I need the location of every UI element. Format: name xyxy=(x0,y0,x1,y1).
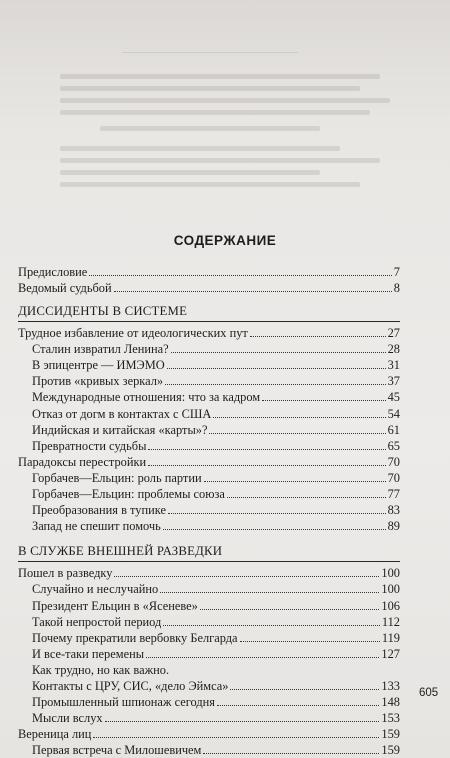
entry-title: Почему прекратили вербовку Белгарда xyxy=(32,630,238,645)
entry-title: Запад не спешит помочь xyxy=(32,519,161,534)
entry-title: И все-таки перемены xyxy=(32,646,145,661)
entry-title: Вереница лиц xyxy=(18,727,92,742)
entry-title: Как трудно, но как важно. xyxy=(32,662,170,677)
dot-leader xyxy=(163,624,380,626)
page-number: 605 xyxy=(419,687,439,699)
toc-subentry xyxy=(32,694,400,710)
dot-leader xyxy=(204,480,386,482)
entry-title: Парадоксы перестройки xyxy=(18,454,147,469)
entry-title: Против «кривых зеркал» xyxy=(32,374,164,389)
entry-title: Горбачев—Ельцин: роль партии xyxy=(32,470,202,485)
entry-page-number: 28 xyxy=(387,342,400,357)
toc-subentry xyxy=(32,357,400,373)
toc-subentry xyxy=(32,678,400,694)
dot-leader xyxy=(148,448,385,450)
entry-page-number: 112 xyxy=(381,614,400,629)
toc-subentry xyxy=(32,486,400,502)
dot-leader xyxy=(200,608,380,610)
entry-title: Мысли вслух xyxy=(32,711,103,726)
entry-page-number: 70 xyxy=(387,454,400,469)
entry-page-number: 65 xyxy=(387,438,400,453)
dot-leader xyxy=(209,432,385,434)
entry-title: Президент Ельцин в «Ясеневе» xyxy=(32,598,198,613)
section-heading: В СЛУЖБЕ ВНЕШНЕЙ РАЗВЕДКИ xyxy=(18,544,223,559)
toc-subentry xyxy=(32,373,400,389)
entry-page-number: 8 xyxy=(393,281,400,296)
contents-title: СОДЕРЖАНИЕ xyxy=(173,233,277,248)
entry-page-number: 133 xyxy=(381,679,400,693)
entry-title: Контакты с ЦРУ, СИС, «дело Эймса» xyxy=(32,679,229,693)
dot-leader xyxy=(105,720,380,722)
entry-title: Предисловие xyxy=(18,265,88,279)
toc-entry xyxy=(18,264,400,280)
dot-leader xyxy=(230,688,379,690)
toc-entry xyxy=(18,565,400,581)
dot-leader xyxy=(114,290,392,292)
dot-leader xyxy=(114,575,379,577)
dot-leader xyxy=(89,274,392,276)
dot-leader xyxy=(250,335,386,337)
toc-subentry xyxy=(32,406,400,422)
dot-leader xyxy=(203,752,379,754)
entry-page-number: 106 xyxy=(381,598,400,613)
entry-page-number: 37 xyxy=(387,374,400,389)
toc-subentry xyxy=(32,598,400,614)
toc-subentry xyxy=(32,502,400,518)
entry-title: Промышленный шпионаж сегодня xyxy=(32,695,215,710)
entry-page-number: 119 xyxy=(381,630,400,645)
entry-page-number: 45 xyxy=(387,390,400,405)
toc-subentry xyxy=(32,518,400,534)
entry-page-number: 100 xyxy=(381,582,400,597)
entry-title: Индийская и китайская «карты»? xyxy=(32,422,208,437)
toc-subentry xyxy=(32,389,400,405)
entry-title: Горбачев—Ельцин: проблемы союза xyxy=(32,487,225,501)
entry-title: Международные отношения: что за кадром xyxy=(32,390,261,405)
entry-page-number: 70 xyxy=(387,470,400,485)
toc-subentry xyxy=(32,422,400,438)
entry-title: Отказ от догм в контактах с США xyxy=(32,406,212,421)
entry-title: Преобразования в тупике xyxy=(32,503,166,518)
section-rule xyxy=(18,321,400,322)
toc-subentry xyxy=(32,662,400,678)
bleed-through-text xyxy=(0,0,450,200)
entry-title: Превратности судьбы xyxy=(32,438,147,453)
toc-subentry xyxy=(32,646,400,662)
entry-page-number: 100 xyxy=(381,566,400,581)
entry-title: Пошел в разведку xyxy=(18,566,113,581)
toc-subentry xyxy=(32,710,400,726)
entry-title: Сталин извратил Ленина? xyxy=(32,342,169,357)
toc-subentry xyxy=(32,614,400,630)
toc-subentry xyxy=(32,470,400,486)
toc-subentry xyxy=(32,742,400,758)
entry-page-number: 61 xyxy=(387,422,400,437)
dot-leader xyxy=(160,591,379,593)
dot-leader xyxy=(213,416,385,418)
dot-leader xyxy=(148,464,385,466)
entry-page-number: 31 xyxy=(387,358,400,373)
entry-page-number: 7 xyxy=(393,265,400,279)
entry-page-number: 77 xyxy=(387,487,400,501)
entry-title: Такой непростой период xyxy=(32,614,162,629)
entry-page-number: 54 xyxy=(387,406,400,421)
toc-entry xyxy=(18,454,400,470)
toc-subentry xyxy=(32,581,400,597)
toc-entry xyxy=(18,726,400,742)
toc-entry xyxy=(18,325,400,341)
dot-leader xyxy=(163,528,386,530)
entry-title: В эпицентре — ИМЭМО xyxy=(32,358,165,373)
dot-leader xyxy=(217,704,379,706)
dot-leader xyxy=(167,367,386,369)
entry-title: Случайно и неслучайно xyxy=(32,582,159,597)
entry-page-number: 127 xyxy=(381,646,400,661)
section-rule xyxy=(18,561,400,562)
entry-page-number: 159 xyxy=(381,743,400,758)
entry-page-number: 27 xyxy=(387,326,400,340)
dot-leader xyxy=(171,351,386,353)
dot-leader xyxy=(262,399,385,401)
entry-page-number: 148 xyxy=(381,695,400,710)
entry-page-number: 83 xyxy=(387,503,400,518)
toc-entry xyxy=(18,280,400,296)
entry-page-number: 159 xyxy=(381,727,400,742)
entry-page-number: 89 xyxy=(387,519,400,534)
dot-leader xyxy=(146,656,379,658)
toc-subentry xyxy=(32,438,400,454)
toc-subentry xyxy=(32,630,400,646)
dot-leader xyxy=(165,383,386,385)
entry-title: Трудное избавление от идеологических пут xyxy=(18,326,248,340)
dot-leader xyxy=(240,640,380,642)
entry-title: Ведомый судьбой xyxy=(18,281,112,296)
dot-leader xyxy=(227,496,386,498)
toc-subentry xyxy=(32,341,400,357)
dot-leader xyxy=(168,512,386,514)
section-heading: ДИССИДЕНТЫ В СИСТЕМЕ xyxy=(18,304,188,318)
entry-title: Первая встреча с Милошевичем xyxy=(32,743,202,758)
entry-page-number: 153 xyxy=(381,711,400,726)
